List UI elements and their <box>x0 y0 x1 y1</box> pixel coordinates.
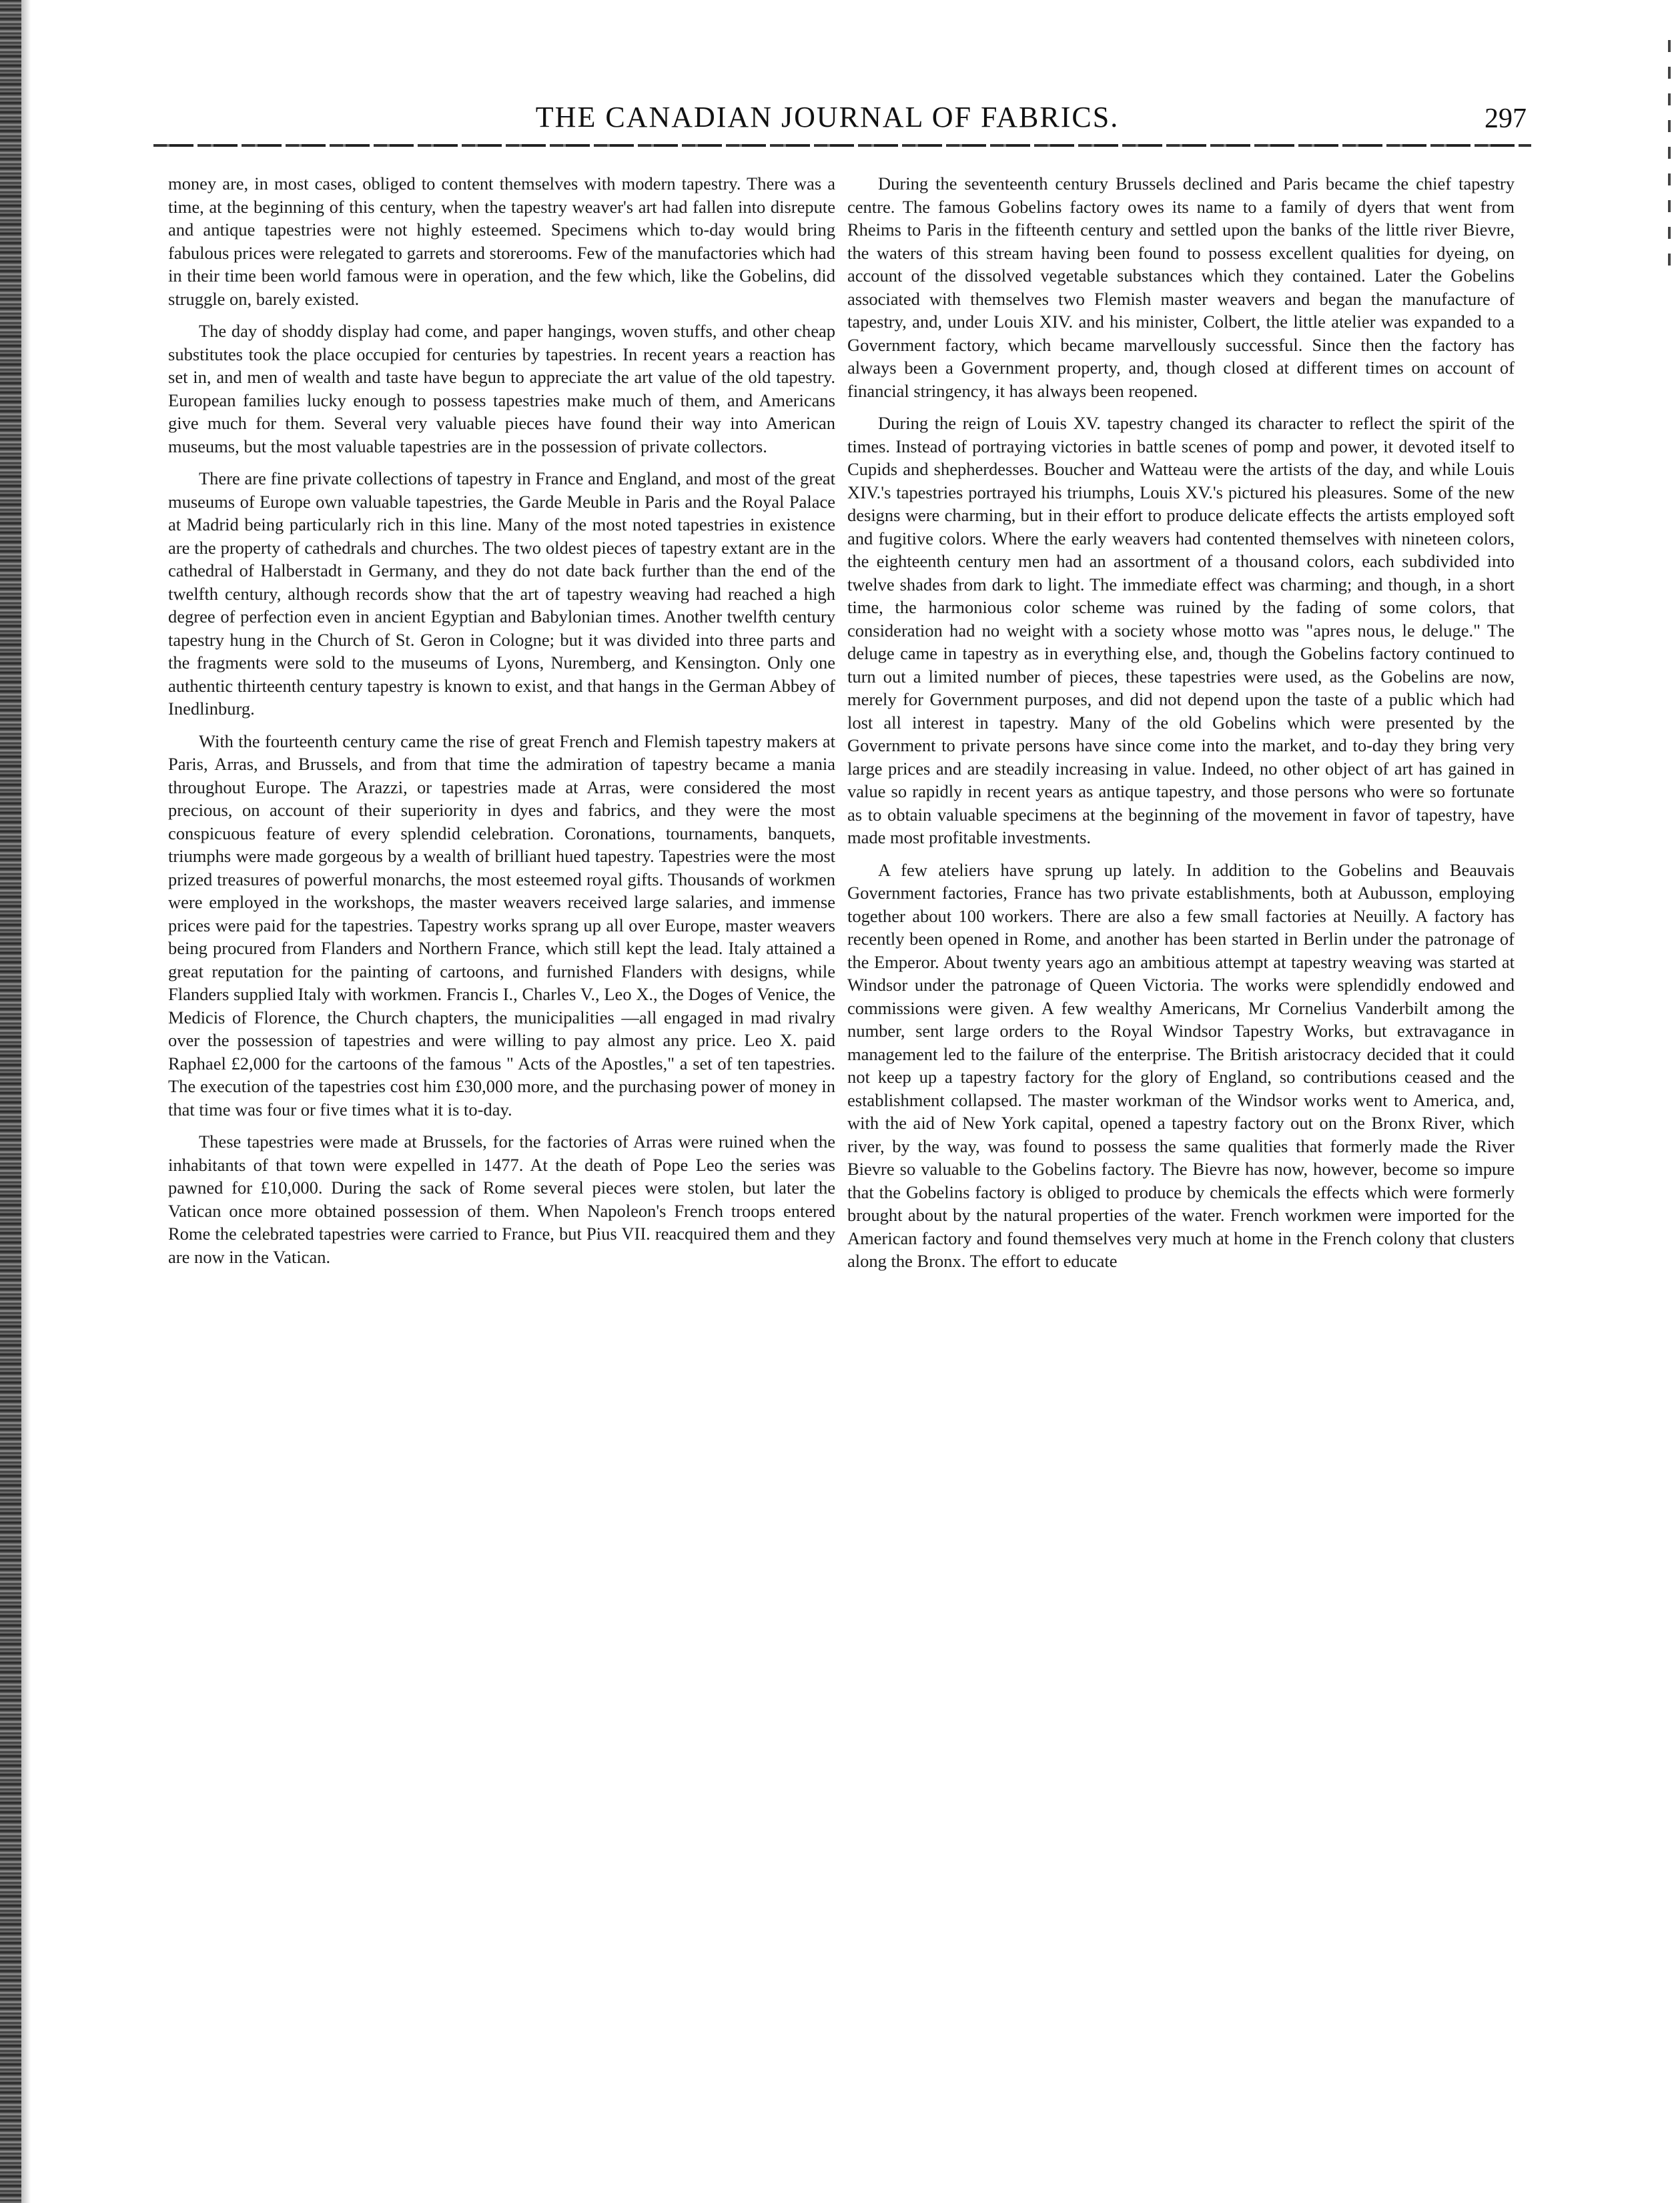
paragraph: There are fine private collections of tapestry in France and England, and most of the great museums of Europe own valuable tapestries, the Garde Meuble in Paris and the Royal Palace at Madrid being particularly rich in this line. Many of the most noted tapestries in existence are the property of cathedrals and churches. The two oldest pieces of tapestry extant are in the cathedral of Halberstadt in Germany, and they do not date back further than the end of the twelfth century, although records show that the art of tapestry weaving had reached a high degree of perfection even in ancient Egyptian and Babylonian times. Another twelfth century tapestry hung in the Church of St. Geron in Cologne; but it was divided into three parts and the fragments were sold to the museums of Lyons, Nuremberg, and Kensington. Only one authentic thirteenth century tapestry is known to exist, and that hangs in the German Abbey of Inedlinburg. <box>168 468 835 719</box>
paragraph: These tapestries were made at Brussels, for the factories of Arras were ruined when the inhabitants of that town were expelled in 1477. At the death of Pope Leo the series was pawned for £10,000. During the sack of Rome several pieces were stolen, but later the Vatican once more obtained possession of them. When Napoleon's French troops entered Rome the celebrated tapestries were carried to France, but Pius VII. reacquired them and they are now in the Vatican. <box>168 1132 835 1267</box>
page-number: 297 <box>1485 103 1527 134</box>
paragraph: With the fourteenth century came the rise of great French and Flemish tapestry makers at Paris, Arras, and Brussels, and from that time the admiration of tapestry became a mania throughout Europe. The Arazzi, or tapestries made at Arras, were considered the most precious, on account of their superiority in dyes and fabrics, and they were the most conspicuous feature of every splendid celebration. Coronations, tournaments, banquets, triumphs were made gorgeous by a wealth of brilliant hued tapestry. Tapestries were the most prized treasures of powerful monarchs, the most esteemed royal gifts. Thousands of workmen were employed in the workshops, the master weavers received large salaries, and immense prices were paid for the tapestries. Tapestry works sprang up all over Europe, master weavers being procured from Flanders and Northern France, which still kept the lead. Italy attained a great reputation for the painting of cartoons, and furnished Flanders with designs, while Flanders supplied Italy with workmen. Francis I., Charles V., Leo X., the Doges of Venice, the Medicis of Florence, the Church chapters, the municipalities —all engaged in mad rivalry over the possession of tapestries and were willing to pay almost any price. Leo X. paid Raphael £2,000 for the cartoons of the famous " Acts of the Apostles," a set of ten tapestries. The execution of the tapestries cost him £30,000 more, and the purchasing power of money in that time was four or five times what it is to-day. <box>168 731 835 1120</box>
journal-title: THE CANADIAN JOURNAL OF FABRICS. <box>535 101 1120 133</box>
right-column <box>847 172 1515 2174</box>
paragraph: The day of shoddy display had come, and paper hangings, woven stuffs, and other cheap substitutes took the place occupied for centuries by tapestries. In recent years a reaction has set in, and men of wealth and taste have begun to appreciate the art value of the old tapestry. European families lucky enough to possess tapestries make much of them, and Americans give much for them. Several very valuable pieces have found their way into American museums, but the most valuable tapestries are in the possession of private collectors. <box>168 321 835 456</box>
paragraph: A few ateliers have sprung up lately. In addition to the Gobelins and Beauvais Government factories, France has two private establishments, both at Aubusson, employing together about 100 workers. There are also a few small factories at Neuilly. A factory has recently been opened in Rome, and another has been started in Berlin under the patronage of the Emperor. About twenty years ago an ambitious attempt at tapestry weaving was started at Windsor under the patronage of Queen Victoria. The works were splendidly endowed and commissions were given. A few wealthy Americans, Mr Cornelius Vanderbilt among the number, sent large orders to the Royal Windsor Tapestry Works, but extravagance in management led to the failure of the enterprise. The British aristocracy decided that it could not keep up a tapestry factory for the glory of England, so contributions ceased and the establishment collapsed. The master workman of the Windsor works went to America, and, with the aid of New York capital, opened a tapestry factory out on the Bronx River, which river, by the way, was found to possess the same qualities that formerly made the River Bievre so valuable to the Gobelins factory. The Bievre has now, however, become so impure that the Gobelins factory is obliged to produce by chemicals the effects which were formerly brought about by the natural properties of the water. French workmen were imported for the American factory and found themselves very much at home in the French colony that clusters along the Bronx. The effort to educate <box>847 859 1515 1271</box>
margin-marks <box>1668 40 1671 280</box>
header-rule <box>153 144 1531 147</box>
paragraph: During the reign of Louis XV. tapestry changed its character to reflect the spirit of the times. Instead of portraying victories in battle scenes of pomp and power, it devoted itself to Cupids and shepherdesses. Boucher and Watteau were the artists of the day, and while Louis XIV.'s tapestries portrayed his triumphs, Louis XV.'s pictured his pleasures. Some of the new designs were charming, but in their effort to produce delicate effects the artists employed soft and fugitive colors. Where the early weavers had contented themselves with nineteen colors, the eighteenth century men had an assortment of a thousand colors, each subdivided into twelve shades from dark to light. The immediate effect was charming; and though, in a short time, the harmonious color scheme was ruined by the fading of some colors, that consideration had no weight with a society whose motto was "apres nous, le deluge." The deluge came in tapestry as in everything else, and, though the Gobelins factory continued to turn out a limited number of pieces, these tapestries were used, as the Gobelins are now, merely for Government purposes, and did not depend upon the taste of a public which had lost all interest in tapestry. Many of the old Gobelins which were presented by the Government to private persons have since come into the market, and to-day they bring very large prices and are steadily increasing in value. Indeed, no other object of art has gained in value so rapidly in recent years as antique tapestry, and those persons who were so fortunate as to obtain valuable specimens at the beginning of the movement in favor of tapestry, have made most profitable investments. <box>847 413 1515 847</box>
left-column <box>168 172 835 2174</box>
paragraph: money are, in most cases, obliged to content themselves with modern tapestry. There was a time, at the beginning of this century, when the tapestry weaver's art had fallen into disrepute and antique tapestries were not highly esteemed. Specimens which to-day would bring fabulous prices were relegated to garrets and storerooms. Few of the manufactories which had in their time been world famous were in operation, and the few which, like the Gobelins, did struggle on, barely existed. <box>168 173 835 309</box>
paragraph: During the seventeenth century Brussels declined and Paris became the chief tapestry centre. The famous Gobelins factory owes its name to a family of dyers that went from Rheims to Paris in the fifteenth century and settled upon the banks of the little river Bievre, the waters of this stream having been found to possess excellent qualities for dyeing, on account of the dissolved vegetable substances which they contained. Later the Gobelins associated with themselves two Flemish master weavers and began the manufacture of tapestry, and, under Louis XIV. and his minister, Colbert, the little atelier was expanded to a Government factory, which became marvellously successful. Since then the factory has always been a Government property, and, though closed at different times on account of financial stringency, it has always been reopened. <box>847 173 1515 401</box>
page-binding-edge <box>0 0 21 2203</box>
